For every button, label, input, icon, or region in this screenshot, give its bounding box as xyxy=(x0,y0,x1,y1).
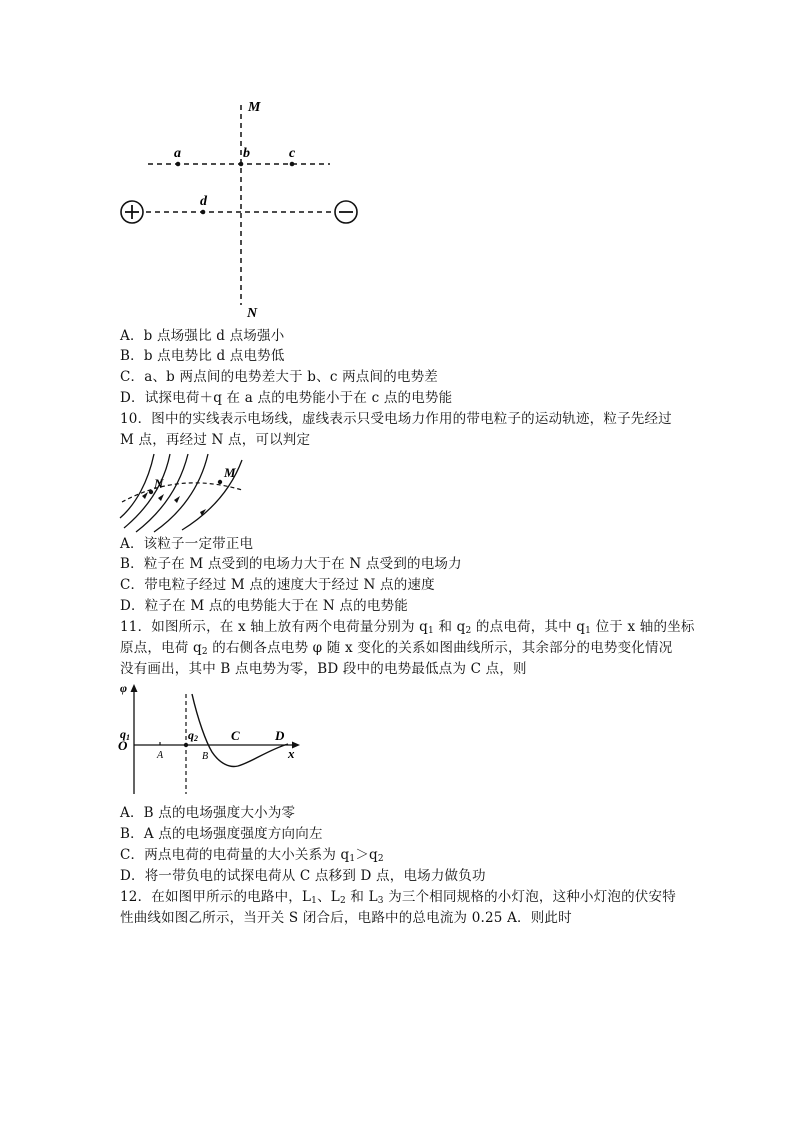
q10-stem-line2: M 点，再经过 N 点，可以判定 xyxy=(120,432,311,448)
q12-stem-part: 、L xyxy=(317,889,340,905)
positive-charge-icon xyxy=(121,201,143,223)
q9-option-b: B．b 点电势比 d 点电势低 xyxy=(120,348,285,364)
label-M: M xyxy=(248,100,261,115)
label-B: B xyxy=(202,751,209,762)
q12-stem-line2: 性曲线如图乙所示，当开关 S 闭合后，电路中的总电流为 0.25 A．则此时 xyxy=(120,910,572,926)
label-A: A xyxy=(157,750,164,761)
subscript: 1 xyxy=(349,854,356,864)
q11-stem-part: 的点电荷，其中 q xyxy=(471,619,586,635)
q12-stem-part: 12．在如图甲所示的电路中，L xyxy=(120,889,312,905)
q11-stem-line2 xyxy=(120,638,672,658)
axis-label-phi: φ xyxy=(120,681,128,695)
q10-option-c: C．带电粒子经过 M 点的速度大于经过 N 点的速度 xyxy=(120,577,435,593)
label-C: C xyxy=(231,728,240,743)
q11-stem-line1 xyxy=(120,617,695,637)
q11-option-b: B．A 点的电场强度强度方向向左 xyxy=(120,826,323,842)
q11-stem-part: 11．如图所示，在 x 轴上放有两个电荷量分别为 q xyxy=(120,619,429,635)
q12-stem-part: 和 L xyxy=(345,889,378,905)
q11-stem-part: 的右侧各点电势 φ 随 x 变化的关系如图曲线所示，其余部分的电势变化情况 xyxy=(207,640,673,656)
q11-stem-part: 位于 x 轴的坐标 xyxy=(591,619,695,635)
label-b: b xyxy=(243,146,250,161)
subscript: 3 xyxy=(377,896,384,906)
q11-option-c-text: ＞q xyxy=(355,847,378,863)
q10-option-d: D．粒子在 M 点的电势能大于在 N 点的电势能 xyxy=(120,598,408,614)
label-M: M xyxy=(224,465,236,480)
q12-stem-line1 xyxy=(120,887,676,907)
q11-stem-part: 原点，电荷 q xyxy=(120,640,202,656)
subscript: 1 xyxy=(428,626,434,636)
figure-q9-charges xyxy=(110,95,370,320)
q9-option-a: A．b 点场强比 d 点场强小 xyxy=(120,328,285,344)
label-q1: q1 xyxy=(120,727,130,742)
q10-option-b: B．粒子在 M 点受到的电场力大于在 N 点受到的电场力 xyxy=(120,556,462,572)
q11-stem-line3: 没有画出，其中 B 点电势为零，BD 段中的电势最低点为 C 点，则 xyxy=(120,661,527,677)
label-c: c xyxy=(289,146,296,161)
subscript: 2 xyxy=(339,896,346,906)
figure-q11-potential-chart xyxy=(112,680,312,798)
subscript: 2 xyxy=(465,626,472,636)
axis-label-x: x xyxy=(288,746,295,761)
label-N: N xyxy=(247,306,258,320)
subscript: 2 xyxy=(201,647,208,657)
q9-option-d: D．试探电荷＋q 在 a 点的电势能小于在 c 点的电势能 xyxy=(120,390,453,406)
label-q2: q2 xyxy=(188,728,198,743)
q11-option-d: D．将一带负电的试探电荷从 C 点移到 D 点，电场力做负功 xyxy=(120,868,486,884)
subscript: 1 xyxy=(585,626,592,636)
subscript: 2 xyxy=(377,854,384,864)
label-d: d xyxy=(200,194,207,209)
figure-q10-field-lines xyxy=(118,452,248,534)
q10-stem-line1: 10．图中的实线表示电场线，虚线表示只受电场力作用的带电粒子的运动轨迹，粒子先经过 xyxy=(120,411,672,427)
q11-option-c-text: C．两点电荷的电荷量的大小关系为 q xyxy=(120,847,350,863)
q11-stem-part: 和 q xyxy=(433,619,466,635)
q10-option-a: A．该粒子一定带正电 xyxy=(120,536,254,552)
q9-option-c: C．a、b 两点间的电势差大于 b、c 两点间的电势差 xyxy=(120,369,438,385)
label-a: a xyxy=(174,146,181,161)
q12-stem-part: 为三个相同规格的小灯泡，这种小灯泡的伏安特 xyxy=(383,889,676,905)
label-D: D xyxy=(275,728,285,743)
subscript: 1 xyxy=(311,896,318,906)
negative-charge-icon xyxy=(335,201,357,223)
label-N: N xyxy=(154,476,164,491)
label-origin: O xyxy=(118,738,128,753)
q11-option-a: A．B 点的电场强度大小为零 xyxy=(120,805,296,821)
q11-option-c xyxy=(120,845,384,865)
